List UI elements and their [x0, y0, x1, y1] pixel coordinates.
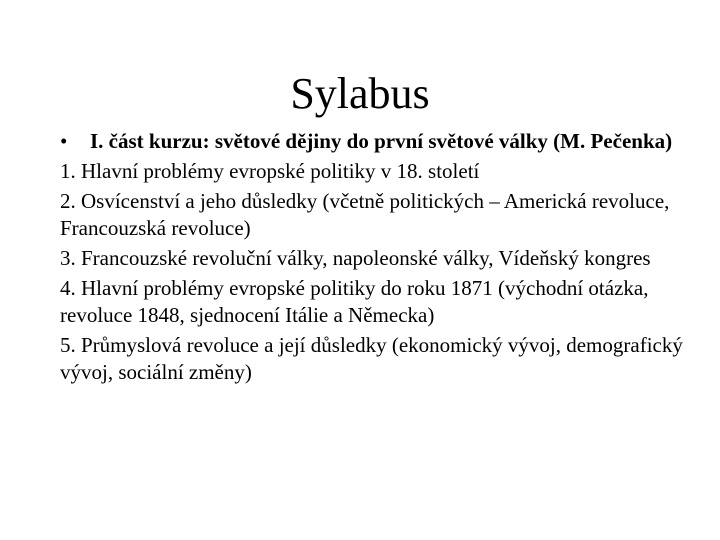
list-item-3: 3. Francouzské revoluční války, napoleonské války, Vídeňský kongres	[60, 246, 651, 270]
slide-content	[60, 128, 700, 389]
list-item-4: 4. Hlavní problémy evropské politiky do roku 1871 (východní otázka, revoluce 1848, sjednocení Itálie a Německa)	[60, 276, 649, 327]
slide-title: Sylabus	[290, 69, 430, 118]
list-item-1: 1. Hlavní problémy evropské politiky v 18. století	[60, 159, 480, 183]
bullet-item-course-part	[60, 128, 700, 155]
list-item-5: 5. Průmyslová revoluce a její důsledky (ekonomický vývoj, demografický vývoj, sociální změny)	[60, 333, 683, 384]
list-item-2: 2. Osvícenství a jeho důsledky (včetně politických – Americká revoluce, Francouzská revoluce)	[60, 189, 670, 240]
bullet-text: I. část kurzu: světové dějiny do první světové války (M. Pečenka)	[90, 129, 673, 153]
bullet-icon: •	[60, 129, 68, 153]
